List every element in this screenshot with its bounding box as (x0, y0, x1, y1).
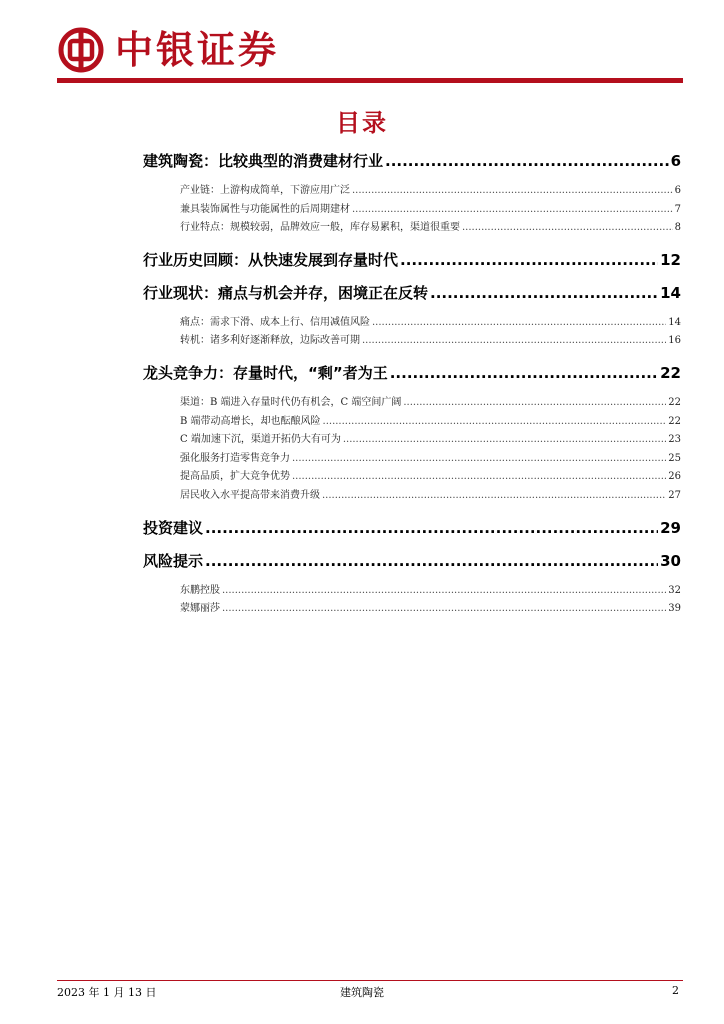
toc-subsection-label: 居民收入水平提高带来消费升级 (180, 489, 320, 501)
toc-subsection-entry[interactable] (143, 487, 681, 506)
toc-subsection-entry[interactable] (143, 582, 681, 601)
toc-subsection-entry[interactable] (143, 219, 681, 238)
toc-section-page: 29 (660, 518, 681, 537)
toc-leader-dots (205, 517, 658, 539)
toc-section-label: 龙头竞争力：存量时代，“剩”者为王 (143, 363, 388, 382)
toc-subsection-label: 强化服务打造零售竞争力 (180, 452, 290, 464)
toc-subsection-entry[interactable] (143, 314, 681, 333)
toc-subsection-label: 兼具装饰属性与功能属性的后周期建材 (180, 203, 350, 215)
toc-section-entry[interactable] (143, 282, 681, 304)
toc-subsection-entry[interactable] (143, 468, 681, 487)
toc-leader-dots (222, 600, 666, 619)
toc-subsection-entry[interactable] (143, 600, 681, 619)
toc-leader-dots (385, 150, 669, 172)
toc-leader-dots (352, 201, 673, 220)
toc-subsection-label: 痛点：需求下滑、成本上行、信用减值风险 (180, 316, 370, 328)
toc-subsection-page: 26 (668, 471, 681, 483)
toc-subsection-label: 渠道：B 端进入存量时代仍有机会，C 端空间广阔 (180, 396, 402, 408)
footer-sector: 建筑陶瓷 (340, 986, 384, 999)
toc-subsection-entry[interactable] (143, 450, 681, 469)
toc-subsection-page: 6 (674, 185, 681, 196)
toc-section-entry[interactable] (143, 249, 681, 271)
toc-section-page: 30 (660, 551, 681, 570)
toc-leader-dots (322, 487, 666, 506)
toc-section-page: 6 (670, 152, 681, 170)
toc-subsection-page: 14 (668, 316, 681, 328)
toc-subsection-page: 22 (668, 396, 681, 408)
toc-section-entry[interactable] (143, 150, 681, 172)
toc-leader-dots (352, 182, 673, 201)
toc-section-entry[interactable] (143, 550, 681, 572)
toc-subsection-label: 提高品质，扩大竞争优势 (180, 471, 290, 483)
toc-subsection-label: 转机：诸多利好逐渐释放，边际改善可期 (180, 335, 360, 347)
toc-subsection-page: 16 (668, 335, 681, 347)
toc-section-label: 风险提示 (143, 551, 204, 570)
toc-leader-dots (292, 468, 666, 487)
toc-subsection-entry[interactable] (143, 201, 681, 220)
toc-subsection-label: B 端带动高增长，却也酝酿风险 (180, 415, 321, 427)
toc-section-label: 投资建议 (143, 518, 204, 537)
page-header (57, 26, 683, 84)
toc-subsection-label: 产业链：上游构成简单，下游应用广泛 (180, 185, 350, 196)
toc-subsection-page: 25 (668, 452, 681, 464)
toc-leader-dots (372, 314, 666, 333)
toc-section-entry[interactable] (143, 517, 681, 539)
toc-subsection-label: 蒙娜丽莎 (180, 603, 220, 615)
toc-section-label: 行业历史回顾：从快速发展到存量时代 (143, 250, 399, 269)
header-divider (57, 78, 683, 83)
toc-subsection-label: 行业特点：规模较弱，品牌效应一般，库存易累积，渠道很重要 (180, 222, 460, 234)
toc-leader-dots (390, 362, 658, 384)
toc-section-label: 行业现状：痛点与机会并存，困境正在反转 (143, 283, 429, 302)
table-of-contents (143, 150, 681, 619)
toc-leader-dots (222, 582, 666, 601)
bank-of-china-logo-icon (57, 26, 105, 74)
toc-section-page: 14 (660, 283, 681, 302)
toc-section-label: 建筑陶瓷：比较典型的消费建材行业 (143, 152, 384, 170)
page-title: 目录 (336, 109, 388, 137)
footer-divider (57, 980, 683, 981)
brand-name: 中银证券 (115, 28, 280, 72)
toc-subsection-page: 7 (674, 203, 681, 215)
toc-leader-dots (292, 450, 666, 469)
toc-subsection-page: 23 (668, 434, 681, 446)
toc-section-entry[interactable] (143, 362, 681, 384)
toc-leader-dots (430, 282, 658, 304)
toc-subsection-entry[interactable] (143, 394, 681, 413)
toc-leader-dots (462, 219, 673, 238)
toc-leader-dots (343, 431, 666, 450)
footer-page-number: 2 (672, 984, 679, 997)
toc-subsection-label: 东鹏控股 (180, 584, 220, 596)
toc-subsection-entry[interactable] (143, 332, 681, 351)
toc-subsection-entry[interactable] (143, 413, 681, 432)
toc-leader-dots (323, 413, 667, 432)
toc-subsection-entry[interactable] (143, 182, 681, 201)
toc-subsection-page: 32 (668, 584, 681, 596)
toc-section-page: 22 (660, 363, 681, 382)
toc-subsection-page: 22 (668, 415, 681, 427)
toc-leader-dots (205, 550, 658, 572)
toc-section-page: 12 (660, 250, 681, 269)
toc-leader-dots (362, 332, 666, 351)
toc-subsection-page: 8 (674, 222, 681, 234)
toc-subsection-page: 27 (668, 489, 681, 501)
toc-subsection-entry[interactable] (143, 431, 681, 450)
toc-subsection-page: 39 (668, 603, 681, 615)
toc-subsection-label: C 端加速下沉，渠道开拓仍大有可为 (180, 434, 341, 446)
toc-leader-dots (400, 249, 658, 271)
toc-leader-dots (403, 394, 666, 413)
footer-date: 2023 年 1 月 13 日 (57, 986, 157, 999)
